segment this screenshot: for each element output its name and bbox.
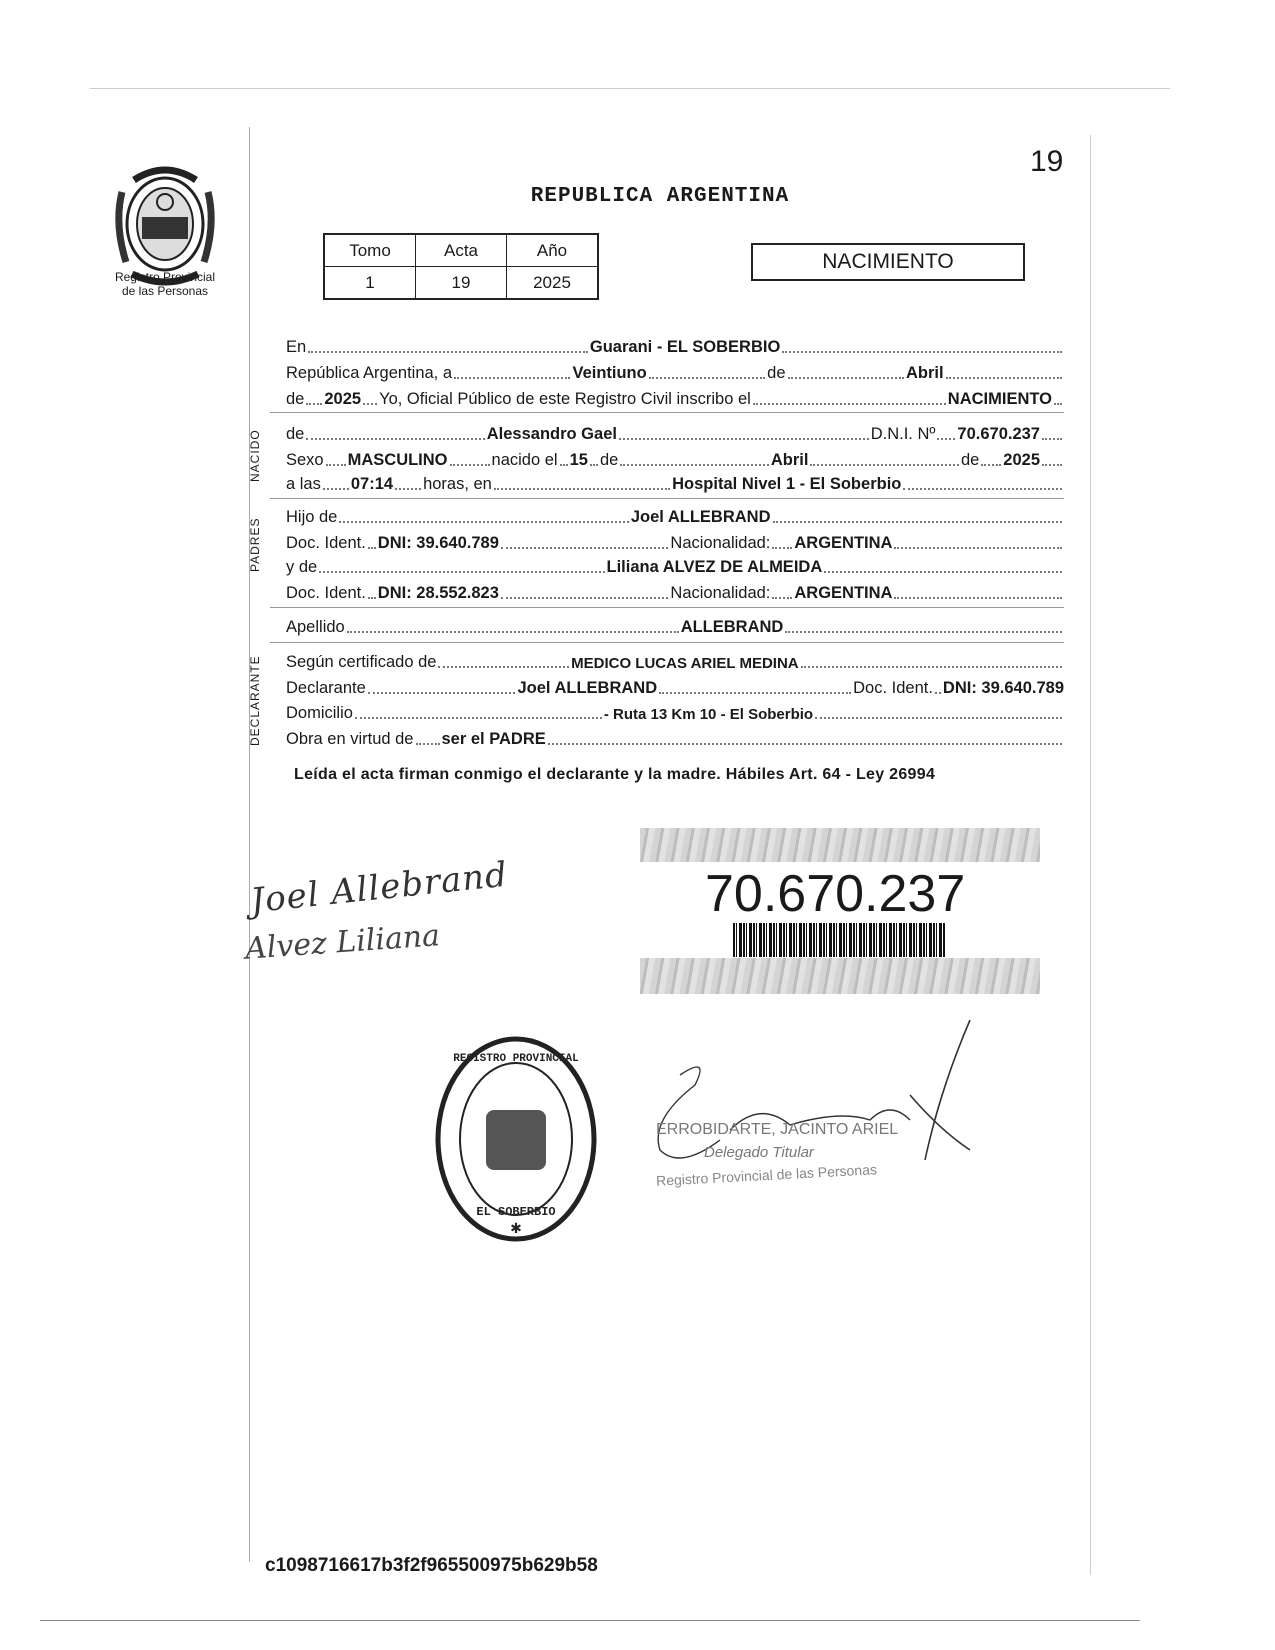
- value-acta: 19: [416, 267, 507, 300]
- header-ano: Año: [507, 234, 599, 267]
- birth-time-value: 07:14: [350, 475, 394, 493]
- document-title: REPUBLICA ARGENTINA: [530, 185, 790, 208]
- child-name-value: Alessandro Gael: [486, 425, 617, 443]
- label: de: [286, 390, 305, 408]
- birth-year-value: 2025: [1003, 451, 1041, 469]
- acts-as-value: ser el PADRE: [441, 730, 546, 748]
- label: Doc. Ident.: [286, 584, 366, 602]
- document-hash: c1098716617b3f2f965500975b629b58: [265, 1555, 598, 1576]
- label: Sexo: [286, 451, 324, 469]
- label: Doc. Ident.: [853, 679, 933, 697]
- address-value: - Ruta 13 Km 10 - El Soberbio: [603, 706, 814, 723]
- row-place: [286, 333, 1064, 357]
- row-surname: [286, 613, 1064, 637]
- sex-value: MASCULINO: [347, 451, 448, 469]
- barcode: [733, 923, 945, 957]
- svg-text:EL SOBERBIO: EL SOBERBIO: [476, 1205, 556, 1219]
- label: Doc. Ident.: [286, 534, 366, 552]
- label: Según certificado de: [286, 653, 437, 671]
- scan-edge-bottom: [40, 1620, 1140, 1621]
- label: Obra en virtud de: [286, 730, 414, 748]
- value-ano: 2025: [507, 267, 599, 300]
- row-certificate: [286, 648, 1064, 672]
- father-nationality-value: ARGENTINA: [794, 534, 893, 552]
- left-margin-line: [249, 127, 250, 1562]
- svg-text:✱: ✱: [510, 1220, 522, 1236]
- label: nacido el: [491, 451, 558, 469]
- label: D.N.I. Nº: [870, 425, 936, 443]
- label: a las: [286, 475, 321, 493]
- parent2-signature: Alvez Liliana: [244, 918, 442, 967]
- right-margin-line: [1090, 135, 1091, 1575]
- label: Hijo de: [286, 508, 338, 526]
- birth-month-value: Abril: [770, 451, 809, 469]
- birth-day-value: 15: [569, 451, 588, 469]
- divider: [270, 607, 1064, 608]
- official-role: Delegado Titular: [704, 1144, 814, 1161]
- official-name: ERROBIDARTE, JACINTO ARIEL: [656, 1121, 899, 1138]
- record-type-box: NACIMIENTO: [751, 243, 1025, 281]
- month-value: Abril: [905, 364, 944, 382]
- declarant-name-value: Joel ALLEBRAND: [517, 679, 658, 697]
- row-mother: [286, 553, 1064, 577]
- label: de: [767, 364, 786, 382]
- label: República Argentina, a: [286, 364, 453, 382]
- row-time-place: [286, 470, 1064, 494]
- legal-text: Leída el acta firman conmigo el declarante y la madre. Hábiles Art. 64 - Ley 26994: [294, 766, 936, 783]
- parent1-signature: Joel Allebrand: [248, 854, 510, 922]
- label: En: [286, 338, 307, 356]
- label: Apellido: [286, 618, 345, 636]
- place-value: Guarani - EL SOBERBIO: [589, 338, 781, 356]
- label: de: [286, 425, 305, 443]
- father-name-value: Joel ALLEBRAND: [630, 508, 771, 526]
- birth-place-value: Hospital Nivel 1 - El Soberbio: [672, 475, 902, 493]
- father-doc-value: DNI: 39.640.789: [377, 534, 499, 552]
- registry-caption-line: de las Personas: [121, 284, 209, 298]
- day-value: Veintiuno: [572, 364, 647, 382]
- record-table-values: [324, 267, 598, 300]
- label: Yo, Oficial Público de este Registro Civil inscribo el: [379, 390, 751, 408]
- row-birth: [286, 446, 1064, 470]
- section-label-nacido: NACIDO: [248, 429, 262, 482]
- label: y de: [286, 558, 318, 576]
- row-address: [286, 699, 1064, 723]
- page-number: 19: [1030, 145, 1064, 178]
- header-acta: Acta: [416, 234, 507, 267]
- registry-caption: [100, 270, 230, 298]
- header-tomo: Tomo: [324, 234, 416, 267]
- row-father: [286, 503, 1064, 527]
- security-band-top: [640, 828, 1040, 862]
- row-child-name: [286, 420, 1064, 444]
- mother-name-value: Liliana ALVEZ DE ALMEIDA: [606, 558, 823, 576]
- row-father-doc: [286, 529, 1064, 553]
- scan-edge-top: [90, 88, 1170, 89]
- mother-nationality-value: ARGENTINA: [794, 584, 893, 602]
- official-seal-stamp: [434, 1035, 598, 1243]
- security-band-bottom: [640, 958, 1040, 994]
- record-table-header: [324, 234, 598, 267]
- official-organization: Registro Provincial de las Personas: [655, 1161, 878, 1189]
- surname-value: ALLEBRAND: [680, 618, 784, 636]
- label: horas, en: [423, 475, 492, 493]
- official-signature: [640, 1000, 1020, 1180]
- year-value: 2025: [324, 390, 362, 408]
- label: de: [960, 451, 980, 469]
- certificate-value: MEDICO LUCAS ARIEL MEDINA: [571, 655, 799, 672]
- row-declarant: [286, 674, 1064, 698]
- row-acts-as: [286, 725, 1064, 749]
- value-tomo: 1: [324, 267, 416, 300]
- declarant-doc-value: DNI: 39.640.789: [942, 679, 1064, 697]
- mother-doc-value: DNI: 28.552.823: [377, 584, 499, 602]
- registry-caption-line: Registro Provincial: [114, 270, 216, 284]
- divider: [270, 412, 1064, 413]
- section-label-padres: PADRES: [248, 517, 262, 572]
- label: Declarante: [286, 679, 366, 697]
- dni-number-large: 70.670.237: [705, 865, 966, 923]
- section-label-declarante: DECLARANTE: [248, 655, 262, 746]
- divider: [270, 642, 1064, 643]
- row-date: [286, 359, 1064, 383]
- child-dni-value: 70.670.237: [957, 425, 1040, 443]
- svg-text:REGISTRO PROVINCIAL: REGISTRO PROVINCIAL: [453, 1053, 579, 1065]
- label: Domicilio: [286, 704, 353, 722]
- divider: [270, 498, 1064, 499]
- row-mother-doc: [286, 579, 1064, 603]
- label: Nacionalidad:: [670, 534, 771, 552]
- label: de: [599, 451, 619, 469]
- label: Nacionalidad:: [670, 584, 771, 602]
- row-year: [286, 385, 1064, 409]
- act-type-value: NACIMIENTO: [947, 390, 1052, 408]
- record-table: [323, 233, 599, 300]
